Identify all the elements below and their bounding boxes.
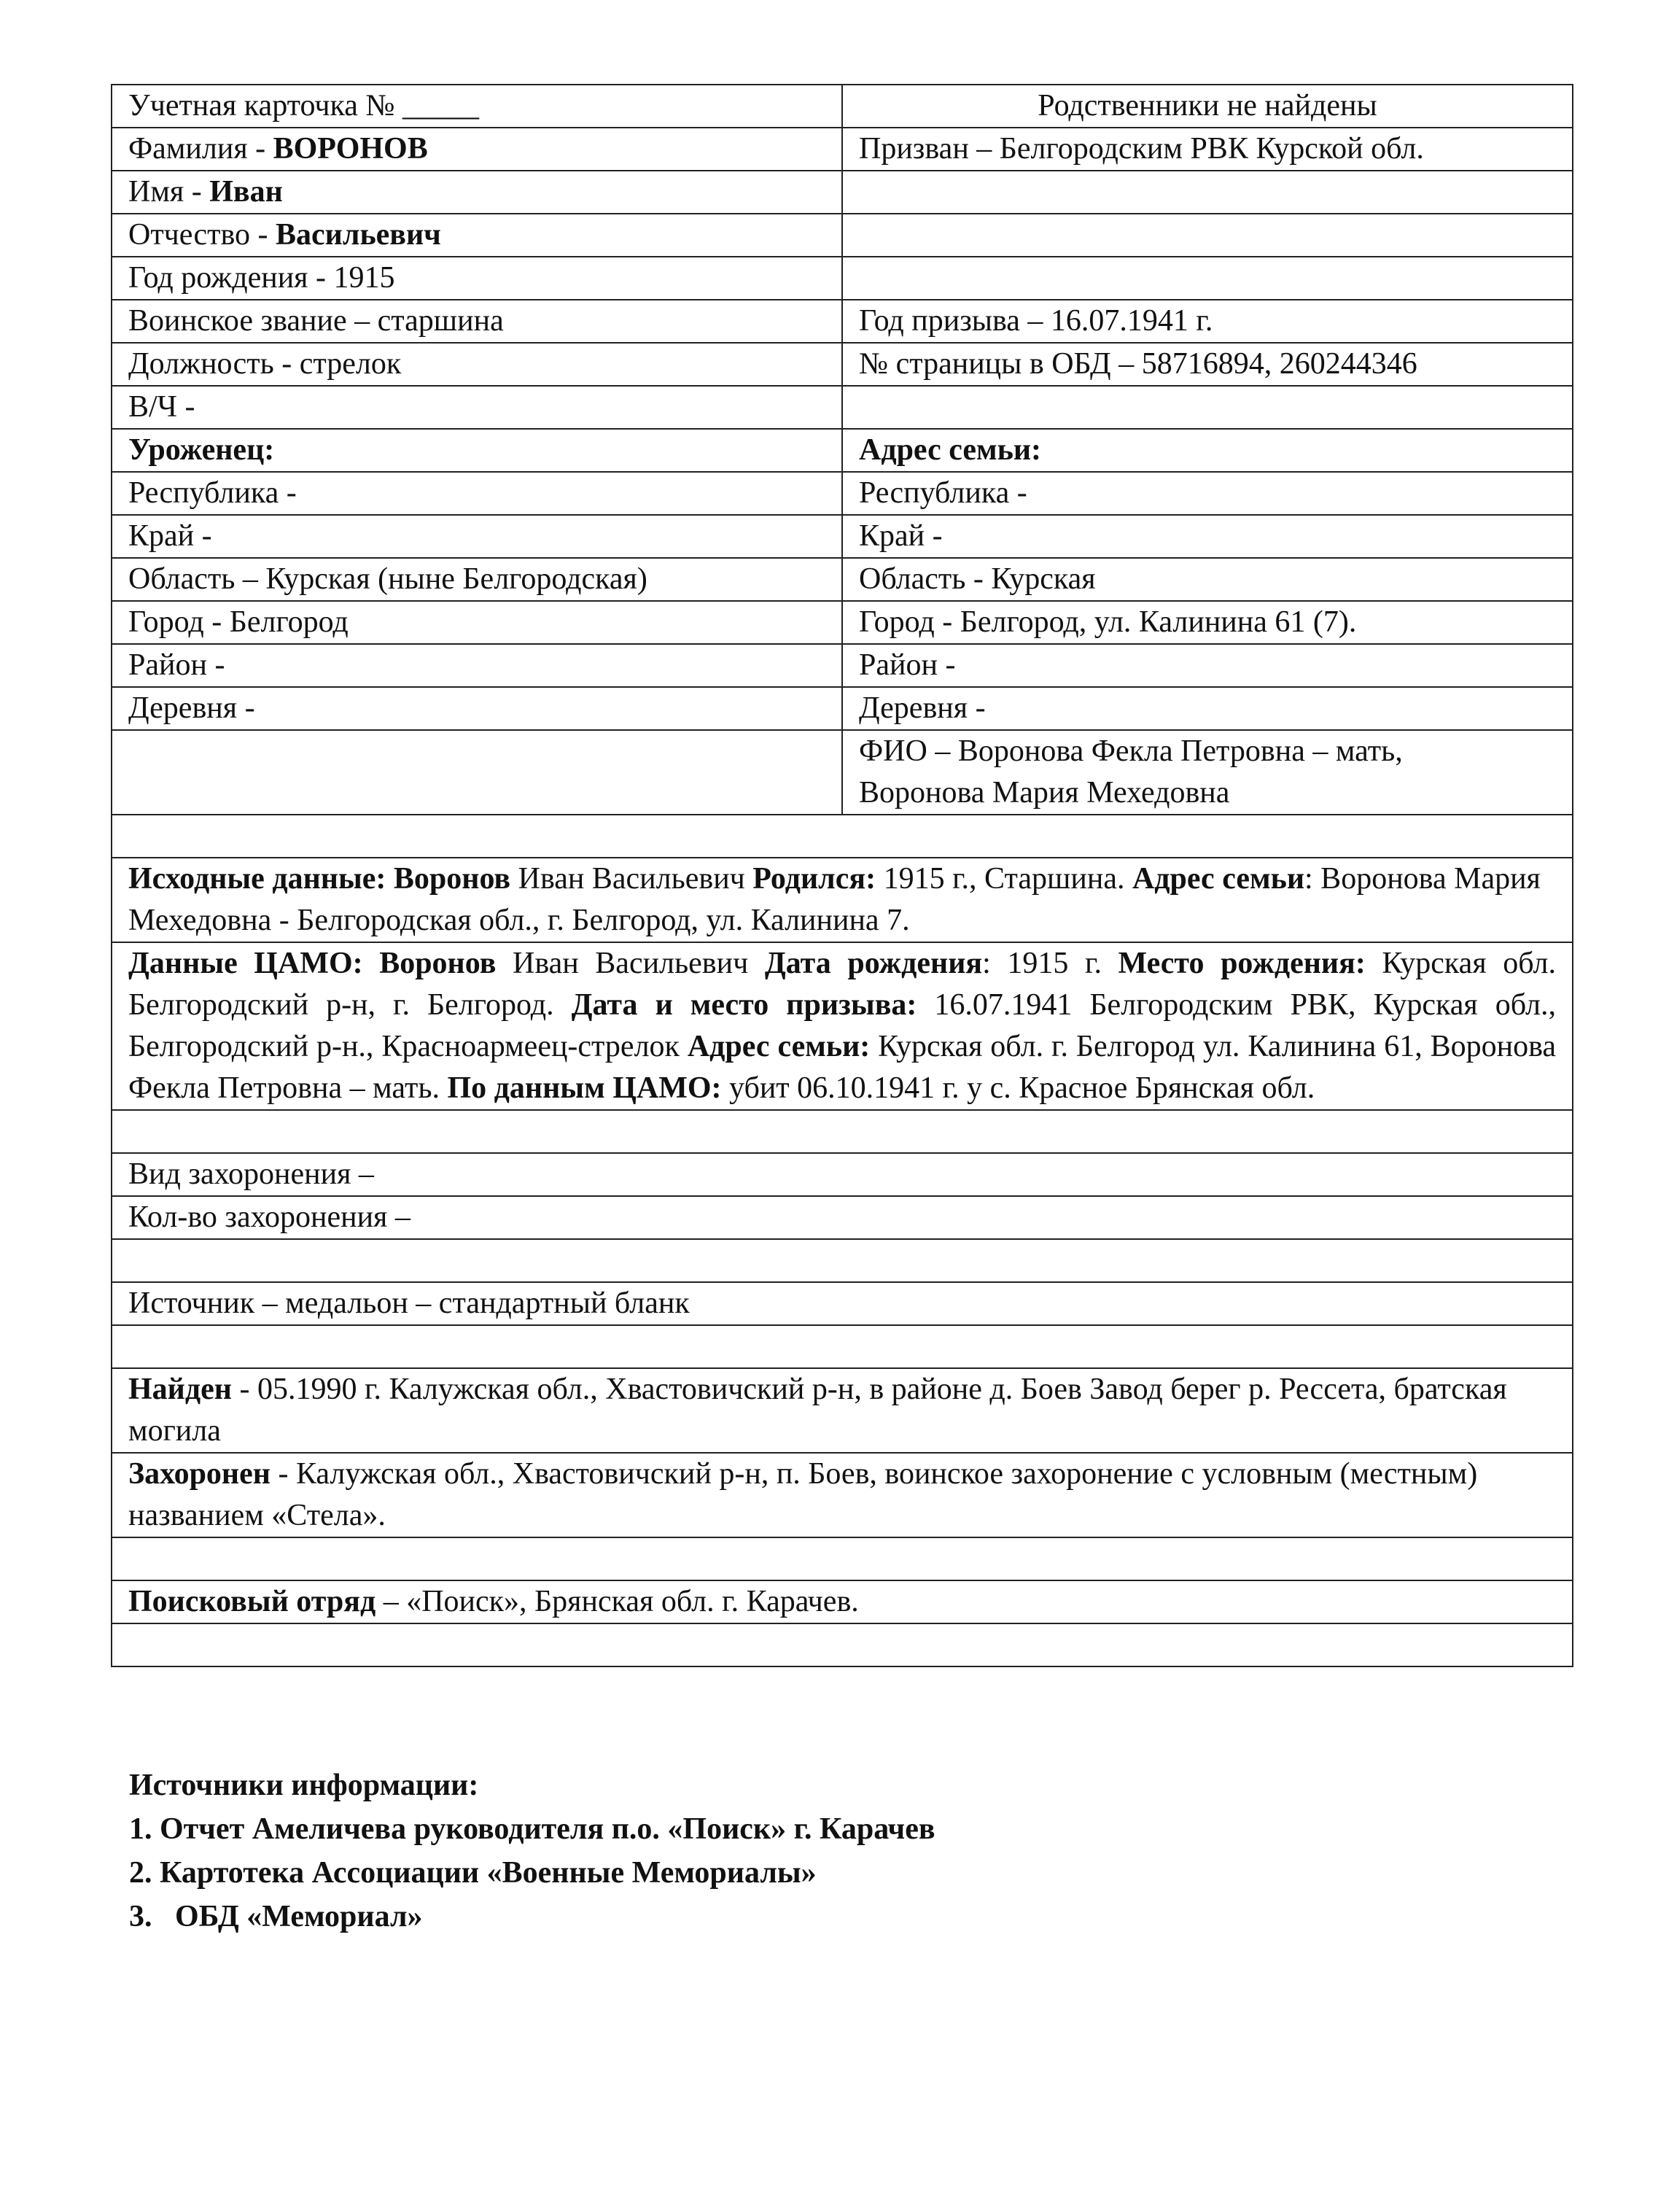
buried-label: Захоронен (128, 1457, 271, 1491)
source-data-born-label: Родился: (752, 862, 876, 896)
name-label: Имя - (128, 175, 210, 209)
record-card-table (111, 84, 1573, 1667)
called-up: Призван – Белгородским РВК Курской обл. (859, 132, 1424, 166)
card-number-cell (112, 85, 842, 128)
source-data-address-label: Адрес семьи (1132, 862, 1305, 896)
search-team-cell (112, 1580, 1573, 1623)
rank-cell (112, 300, 842, 343)
sources-item: 2. Картотека Ассоциации «Военные Мемориалы» (129, 1856, 817, 1890)
source-data-surname: Воронов (393, 862, 511, 896)
native-heading: Уроженец: (112, 429, 842, 472)
family-oblast: Область - Курская (842, 558, 1573, 601)
rank: Воинское звание – старшина (128, 304, 504, 338)
source-data-cell (112, 858, 1573, 942)
patronymic-value: Васильевич (276, 218, 441, 252)
family-heading: Адрес семьи: (842, 429, 1573, 472)
family-fio-line2: Воронова Мария Мехедовна (859, 776, 1230, 810)
sources-item: 1. Отчет Амеличева руководителя п.о. «Поиск» г. Карачев (129, 1812, 935, 1846)
source-data-born: 1915 г., Старшина. (876, 862, 1132, 896)
sources-block (129, 1763, 935, 1939)
unit: В/Ч - (128, 390, 195, 424)
empty-cell (112, 730, 842, 815)
empty-row (112, 1110, 1573, 1153)
family-krai: Край - (842, 515, 1573, 558)
tsamo-call: 16.07.1941 Белгородским РВК, Курская обл., Белгородский р-н., Красноармеец-стрелок (128, 988, 1556, 1063)
tsamo-birth-date-label: Дата рождения (764, 947, 983, 980)
sources-title: Источники информации: (129, 1769, 479, 1802)
native-village: Деревня - (112, 687, 842, 730)
empty-row (112, 815, 1573, 858)
native-krai: Край - (112, 515, 842, 558)
tsamo-birth-place-label: Место рождения: (1118, 947, 1366, 980)
card-number: Учетная карточка № _____ (128, 89, 479, 123)
native-republic: Республика - (112, 472, 842, 515)
birth-year-cell (112, 257, 842, 300)
empty-row (112, 1239, 1573, 1282)
native-oblast: Область – Курская (ныне Белгородская) (112, 558, 842, 601)
position-cell (112, 343, 842, 386)
obd-pages-cell (842, 343, 1573, 386)
unit-cell (112, 386, 842, 429)
empty-row (112, 1623, 1573, 1666)
family-village: Деревня - (842, 687, 1573, 730)
relatives-status: Родственники не найдены (1038, 89, 1377, 123)
tsamo-birth-place: Курская обл. Белгородский р-н, г. Белгород. (128, 947, 1557, 1022)
source-data-address: : Воронова Мария Мехедовна - Белгородская обл., г. Белгород, ул. Калинина 7. (128, 862, 1541, 937)
tsamo-per-label: По данным ЦАМО: (447, 1071, 722, 1105)
patronymic-cell (112, 214, 842, 257)
buried-cell (112, 1453, 1573, 1537)
native-city: Город - Белгород (112, 601, 842, 644)
tsamo-call-label: Дата и место призыва: (571, 988, 917, 1022)
empty-cell (842, 214, 1573, 257)
tsamo-family-label: Адрес семьи: (687, 1030, 871, 1063)
found-cell (112, 1368, 1573, 1453)
native-district: Район - (112, 644, 842, 687)
family-republic: Республика - (842, 472, 1573, 515)
position: Должность - стрелок (128, 347, 402, 381)
name-cell (112, 171, 842, 214)
name-value: Иван (209, 175, 283, 209)
call-year-cell (842, 300, 1573, 343)
tsamo-family: Курская обл. г. Белгород ул. Калинина 61, Воронова Фекла Петровна – мать. (128, 1030, 1557, 1105)
search-team-label: Поисковый отряд (128, 1585, 376, 1618)
burial-type: Вид захоронения – (112, 1153, 1573, 1196)
source-data-label: Исходные данные: (128, 862, 386, 896)
buried-value: - Калужская обл., Хвастовичский р-н, п. Боев, воинское захоронение с условным (местным) названием «Стела». (128, 1457, 1478, 1532)
search-team-value: – «Поиск», Брянская обл. г. Карачев. (376, 1585, 859, 1618)
tsamo-surname: Воронов (379, 947, 497, 980)
family-district: Район - (842, 644, 1573, 687)
surname-cell (112, 128, 842, 171)
obd-pages: № страницы в ОБД – 58716894, 260244346 (859, 347, 1417, 381)
relatives-status-cell (842, 85, 1573, 128)
burial-count: Кол-во захоронения – (112, 1196, 1573, 1239)
tsamo-birth-date: : 1915 г. (982, 947, 1118, 980)
empty-row (112, 1325, 1573, 1368)
family-fio-line1: ФИО – Воронова Фекла Петровна – мать, (859, 734, 1403, 768)
tsamo-cell (112, 942, 1573, 1110)
family-city: Город - Белгород, ул. Калинина 61 (7). (842, 601, 1573, 644)
tsamo-name: Иван Васильевич (496, 947, 765, 980)
family-fio-cell (842, 730, 1573, 815)
empty-row (112, 1537, 1573, 1580)
source-data-name: Иван Васильевич (510, 862, 753, 896)
surname-label: Фамилия - (128, 132, 273, 166)
empty-cell (842, 257, 1573, 300)
patronymic-label: Отчество - (128, 218, 276, 252)
source-field: Источник – медальон – стандартный бланк (112, 1282, 1573, 1325)
surname-value: ВОРОНОВ (273, 132, 428, 166)
call-year: Год призыва – 16.07.1941 г. (859, 304, 1213, 338)
empty-cell (842, 171, 1573, 214)
tsamo-label: Данные ЦАМО: (128, 947, 363, 980)
birth-year: Год рождения - 1915 (128, 261, 395, 295)
found-value: - 05.1990 г. Калужская обл., Хвастовичский р-н, в районе д. Боев Завод берег р. Рессета, братская могила (128, 1373, 1507, 1448)
tsamo-per: убит 06.10.1941 г. у с. Красное Брянская обл. (721, 1071, 1315, 1105)
called-up-cell (842, 128, 1573, 171)
sources-item: 3. ОБД «Мемориал» (129, 1900, 423, 1933)
found-label: Найден (128, 1373, 232, 1406)
empty-cell (842, 386, 1573, 429)
